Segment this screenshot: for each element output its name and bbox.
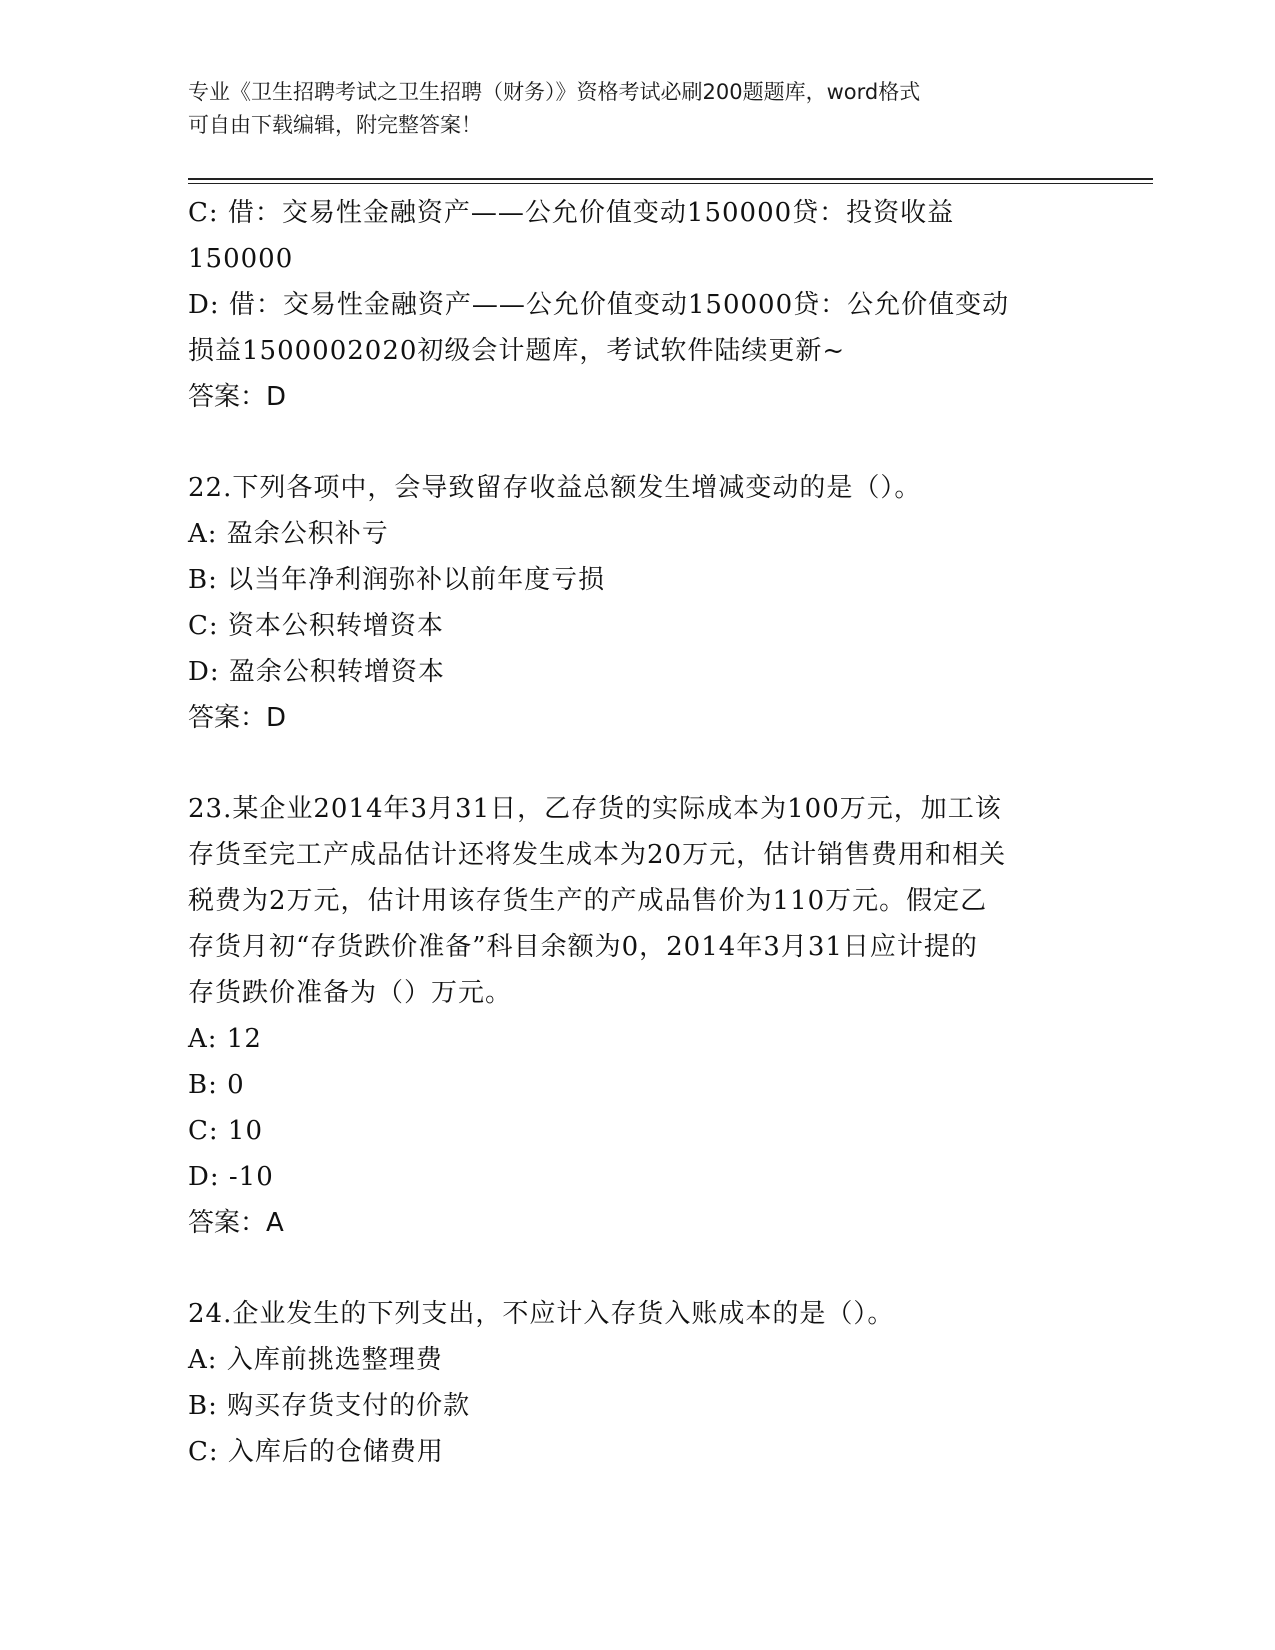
question-23-stem-line-1: 23.某企业2014年3月31日，乙存货的实际成本为100万元，加工该 [188, 794, 1002, 824]
question-23-stem-line-5: 存货跌价准备为（）万元。 [188, 978, 513, 1008]
question-22-option-b: B: 以当年净利润弥补以前年度亏损 [188, 565, 606, 595]
question-23-option-d: D: -10 [188, 1162, 274, 1192]
question-23-block [188, 786, 1088, 1246]
question-23-option-c: C: 10 [188, 1116, 264, 1146]
question-22-option-c: C: 资本公积转增资本 [188, 611, 444, 641]
question-23-option-b: B: 0 [188, 1070, 245, 1100]
question-22-option-d: D: 盈余公积转增资本 [188, 657, 445, 687]
option-d-line-2: 损益1500002020初级会计题库，考试软件陆续更新~ [188, 336, 846, 366]
question-23-answer: 答案：A [188, 1208, 284, 1238]
question-22-answer: 答案：D [188, 703, 287, 733]
question-23-stem-line-3: 税费为2万元，估计用该存货生产的产成品售价为110万元。假定乙 [188, 886, 988, 916]
answer-label: 答案：D [188, 382, 287, 412]
option-c-line-1: C: 借：交易性金融资产——公允价值变动150000贷：投资收益 [188, 198, 955, 228]
header-divider-thin [188, 183, 1153, 184]
question-22-option-a: A: 盈余公积补亏 [188, 519, 389, 549]
question-23-stem-line-4: 存货月初“存货跌价准备”科目余额为0，2014年3月31日应计提的 [188, 932, 978, 962]
question-22-stem: 22.下列各项中，会导致留存收益总额发生增减变动的是（）。 [188, 473, 922, 503]
header-title-line-1: 专业《卫生招聘考试之卫生招聘（财务）》资格考试必刷200题题库，word格式 [188, 80, 921, 104]
option-c-line-2: 150000 [188, 244, 294, 274]
question-24-stem: 24.企业发生的下列支出，不应计入存货入账成本的是（）。 [188, 1299, 895, 1329]
question-22-block [188, 465, 1088, 741]
question-24-option-c: C: 入库后的仓储费用 [188, 1437, 444, 1467]
header-title-line-2: 可自由下载编辑，附完整答案！ [188, 113, 482, 137]
question-23-option-a: A: 12 [188, 1024, 262, 1054]
question-24-block [188, 1291, 1088, 1475]
question-content [188, 190, 1088, 1475]
question-24-option-a: A: 入库前挑选整理费 [188, 1345, 443, 1375]
document-header [188, 76, 1088, 142]
question-23-stem-line-2: 存货至完工产成品估计还将发生成本为20万元，估计销售费用和相关 [188, 840, 1007, 870]
question-24-option-b: B: 购买存货支付的价款 [188, 1391, 471, 1421]
prev-question-block [188, 190, 1088, 420]
header-divider-thick [188, 178, 1153, 180]
option-d-line-1: D: 借：交易性金融资产——公允价值变动150000贷：公允价值变动 [188, 290, 1010, 320]
